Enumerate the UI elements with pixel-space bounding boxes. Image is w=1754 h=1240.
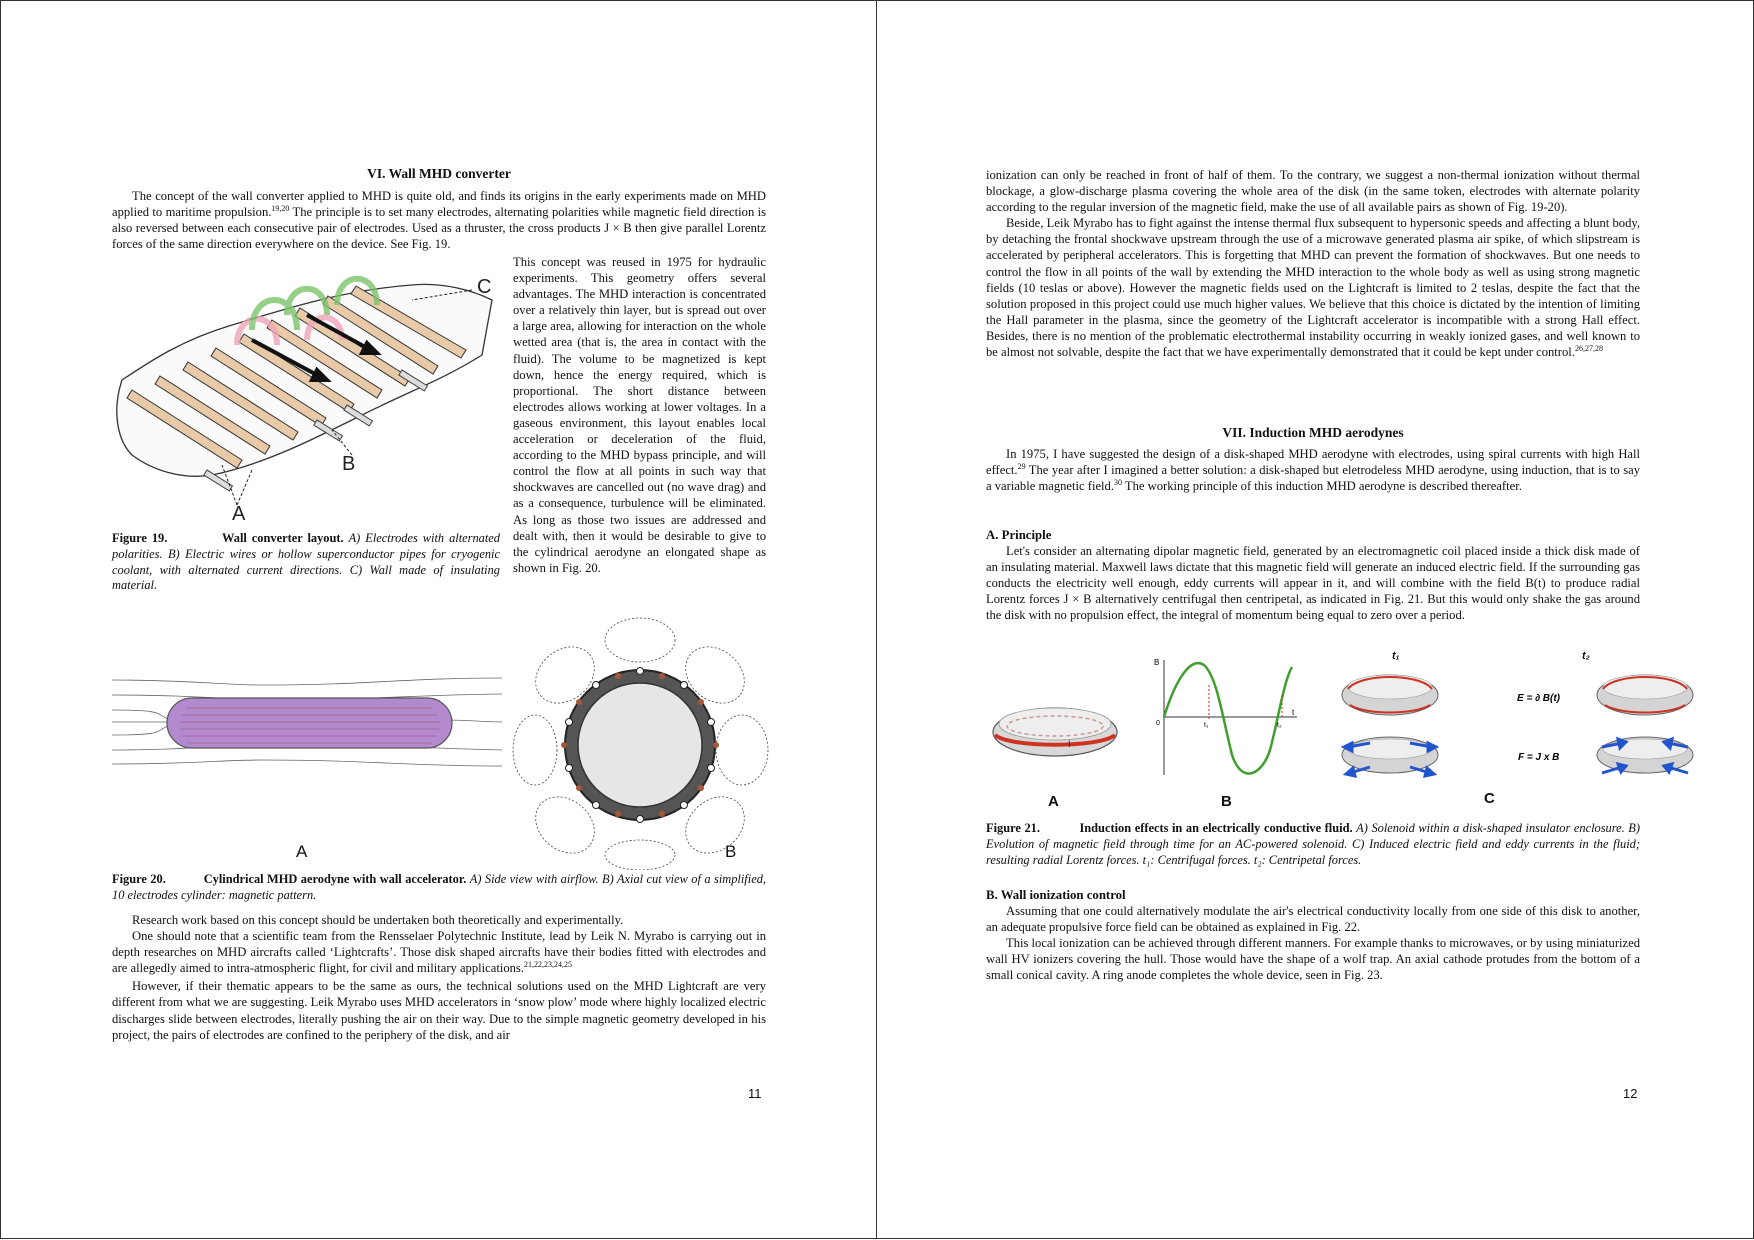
fig19-letter-a: A bbox=[232, 503, 246, 525]
fig21-letter-a: A bbox=[1048, 793, 1059, 810]
fig20-label: Figure 20. bbox=[112, 872, 166, 886]
cylinder-body bbox=[167, 698, 452, 748]
fig21-desc: A) Solenoid within a disk-shaped insulator enclosure. B) Evolution of magnetic field through time for an AC-powered solenoid. C) Induced electric field and eddy currents in the fluid; resulting radial Lorentz forces. t₁: Centrifugal forces. t₂: Centripetal forces. bbox=[986, 821, 1640, 867]
paragraph-local-ionization: This local ionization can be achieved through different manners. For example thanks to microwaves, or by using miniaturized wall HV ionizers covering the hull. Those would have the shape of a wolf trap. An axial cathode protudes from the bottom of a small conical cavity. A ring anode completes the whole device, seen in Fig. 23. bbox=[986, 936, 1640, 983]
figure-20a-drawing bbox=[112, 660, 502, 770]
figure-21a-drawing bbox=[990, 690, 1120, 765]
intro-text: The concept of the wall converter applied to MHD is quite old, and finds its origins in the early experiments made on MHD applied to maritime propulsion. bbox=[112, 189, 766, 220]
equation-f: F = J x B bbox=[1518, 752, 1560, 763]
figure-21-caption bbox=[986, 821, 1640, 868]
axis-t2-label: t₂ bbox=[1277, 722, 1282, 729]
fig19-letter-b: B bbox=[342, 453, 356, 475]
disk-t1-top bbox=[1342, 675, 1438, 715]
left-page bbox=[0, 0, 876, 1238]
axis-origin-label: 0 bbox=[1156, 720, 1160, 727]
axis-t1-label: t₁ bbox=[1204, 722, 1209, 729]
side-paragraph bbox=[513, 254, 766, 576]
paragraph-rensselaer bbox=[112, 928, 766, 976]
intro-ref: 19,20 bbox=[271, 203, 290, 213]
page-number-right: 12 bbox=[1623, 1086, 1638, 1101]
disk-t2-bottom bbox=[1597, 737, 1693, 773]
disk-t1-bottom bbox=[1342, 737, 1438, 776]
figure-19-caption bbox=[112, 531, 500, 594]
section-heading-vi bbox=[112, 166, 766, 182]
figure-19-drawing bbox=[112, 270, 497, 525]
right-page bbox=[877, 0, 1753, 1238]
equation-e: E = ∂ B(t) bbox=[1517, 693, 1560, 704]
paragraph-myrabo-text: Beside, Leik Myrabo has to fight against the intense thermal flux subsequent to hypersonic speeds and affecting a blunt body, by detaching the frontal shockwave upstream through the use of a microwave generated plasma air spike, of which slipstream is accelerated by peripheral accelerators. This is forgetting that MHD can prevent the formation of shockwaves. But one needs to control the flow in all points of the wall by extending the MHD interaction to the whole body as well as using strong magnetic fields (10 teslas or above). However the magnetic fields used on the Lightcraft is limited to 2 teslas, despite the fact that the solution proposed in this project could use much higher values. We believe that this choice is dictated by the intention of limiting the Hall parameter in the plasma, since the geometry of the Lightcraft accelerator is incompatible with a strong Hall effect. Besides, there is no mention of the problematic electrothermal instability occurring in weakly ionized gases, and well known to be almost not solvable, despite the fact that we have experimentally demonstrated that it could be kept under control. bbox=[986, 216, 1640, 360]
fig20-desc: A) Side view with airflow. B) Axial cut view of a simplified, 10 electrodes cylinder: magnetic pattern. bbox=[112, 872, 766, 902]
figure-20b-drawing bbox=[510, 610, 770, 870]
intro-paragraph bbox=[112, 188, 766, 252]
section-heading-vii bbox=[986, 425, 1640, 441]
fig20-letter-b: B bbox=[725, 842, 737, 861]
paragraph-lightcraft: However, if their thematic appears to be the same as ours, the technical solutions used on the MHD Lightcraft are very different from what we are suggesting. Leik Myrabo uses MHD accelerators in ‘snow plow’ mode where highly localized electric discharges slide between electrodes, literally pushing the air on their way. Due to the simple magnetic geometry developed in his project, the pairs of electrodes are confined to the periphery of the disk, and air bbox=[112, 979, 766, 1042]
paragraph-modulate: Assuming that one could alternatively modulate the air's electrical conductivity locally from one side of this disk to another, an adequate propulsive force field can be obtained as explained in Fig. 22. bbox=[986, 904, 1640, 935]
subsection-principle-title: A. Principle bbox=[986, 528, 1052, 542]
fig21-t2-label: t₂ bbox=[1582, 650, 1590, 662]
svg-text:I: I bbox=[1068, 739, 1071, 749]
paragraph-ionization: ionization can only be reached in front of half of them. To the contrary, we suggest a non-thermal ionization without thermal blockage, a glow-discharge plasma covering the whole area of the disk (in the same token, electrodes with alternate polarity according to the regular inversion of the magnetic field, make the use of all available pairs as shown of Fig. 19-20). bbox=[986, 168, 1640, 215]
heading-text: VI. Wall MHD converter bbox=[367, 166, 511, 181]
page-number-left: 11 bbox=[748, 1086, 762, 1101]
fig20-title: Cylindrical MHD aerodyne with wall accelerator. bbox=[203, 872, 467, 886]
paragraph-principle: Let's consider an alternating dipolar magnetic field, generated by an electromagnetic coil placed inside a thick disk made of an insulating material. Maxwell laws dictate that this magnetic field will generate an induced electric field. If the surrounding gas conducts the electricity well enough, eddy currents will appear in it, and will combine with the field B(t) to produce radial Lorentz forces J × B alternatively centrifugal then centripetal, as indicated in Fig. 21. But this would only shake the gas around the disk with no propulsion effect, the integral of momentum being equal to zero over a period. bbox=[986, 544, 1640, 623]
paragraph-myrabo bbox=[986, 215, 1640, 360]
induction-text-a: In 1975, I have suggested the design of a disk-shaped MHD aerodyne with electrodes, using spiral currents with high Hall effect. bbox=[986, 447, 1640, 478]
intro-text-cont: The principle is to set many electrodes, alternating polarities while magnetic field direction is also reversed between each consecutive pair of electrodes. Used as a thruster, the cross products J × B then give parallel Lorentz forces of the same direction everywhere on the device. See Fig. 19. bbox=[112, 205, 766, 252]
paragraph-rensselaer-text: One should note that a scientific team from the Rensselaer Polytechnic Institute, lead by Leik N. Myrabo is carrying out in depth researches on MHD aircrafts called ‘Lightcrafts’. Those disk shaped aircrafts have their bodies fitted with electrodes and are allegedly aimed to intra-atmospheric flight, for civil and military applications. bbox=[112, 929, 766, 976]
induction-ref-1: 29 bbox=[1017, 461, 1026, 471]
axis-t-label: t bbox=[1292, 708, 1295, 717]
paragraph-research: Research work based on this concept should be undertaken both theoretically and experimentally. bbox=[132, 913, 624, 927]
subsection-wall-ionization bbox=[986, 888, 1640, 983]
fig21-t1-label: t₁ bbox=[1392, 650, 1400, 662]
figure-21c-drawing bbox=[1340, 665, 1705, 785]
induction-text-b: The year after I imagined a better solution: a disk-shaped but eletrodeless MHD aerodyne, using induction, that is to say a variable magnetic field. bbox=[986, 463, 1640, 494]
heading-text-vii: VII. Induction MHD aerodynes bbox=[1222, 425, 1404, 440]
induction-ref-2: 30 bbox=[1113, 478, 1122, 487]
fig19-letter-c: C bbox=[477, 276, 492, 298]
induction-paragraph bbox=[986, 446, 1640, 494]
side-paragraph-text: This concept was reused in 1975 for hydraulic experiments. This geometry offers several advantages. The MHD interaction is concentrated over a relatively thin layer, but is spread out over a large area, allowing for interaction on the whole wetted area (that is, the area in contact with the fluid). The volume to be magnetized is kept down, hence the energy required, which is proportional. The short distance between electrodes allows working at lower voltages. In a gaseous environment, this layout enables local acceleration or deceleration of the fluid, according to the MHD bypass principle, and will control the flow at all points in such way that shockwaves are cancelled out (no wave drag) and as a consequence, turbulence will be eliminated. As long as those two issues are addressed and dealt with, then it would be desirable to give to the cylindrical aerodyne an elongated shape as shown in Fig. 20. bbox=[513, 255, 766, 575]
cylinder-interior bbox=[578, 683, 702, 807]
fig21-label: Figure 21. bbox=[986, 821, 1040, 835]
body-paragraphs-right-top bbox=[986, 167, 1640, 360]
induction-text-c: The working principle of this induction MHD aerodyne is described thereafter. bbox=[1121, 479, 1522, 494]
figure-21b-drawing bbox=[1152, 655, 1302, 790]
figure-20-caption bbox=[112, 872, 766, 904]
fig21-title: Induction effects in an electrically conductive fluid. bbox=[1079, 821, 1353, 835]
fig20-letter-a: A bbox=[296, 842, 308, 861]
axis-b-label: B bbox=[1154, 658, 1160, 667]
subsection-wall-ionization-title: B. Wall ionization control bbox=[986, 888, 1126, 902]
body-paragraphs-left bbox=[112, 912, 766, 1043]
disk-t2-top bbox=[1597, 675, 1693, 715]
fig21-letter-b: B bbox=[1221, 793, 1232, 810]
sine-curve bbox=[1164, 663, 1292, 773]
subsection-principle bbox=[986, 528, 1640, 623]
paragraph-rensselaer-ref: 21,22,23,24,25 bbox=[523, 960, 572, 970]
paragraph-myrabo-ref: 26,27,28 bbox=[1574, 343, 1603, 353]
fig19-title: Wall converter layout. bbox=[222, 531, 344, 545]
fig19-desc: A) Electrodes with alternated polarities. B) Electric wires or hollow superconductor pipes for cryogenic coolant, with alternated current directions. C) Wall made of insulating material. bbox=[112, 531, 501, 593]
fig19-label: Figure 19. bbox=[112, 531, 168, 545]
fig21-letter-c: C bbox=[1484, 790, 1495, 807]
